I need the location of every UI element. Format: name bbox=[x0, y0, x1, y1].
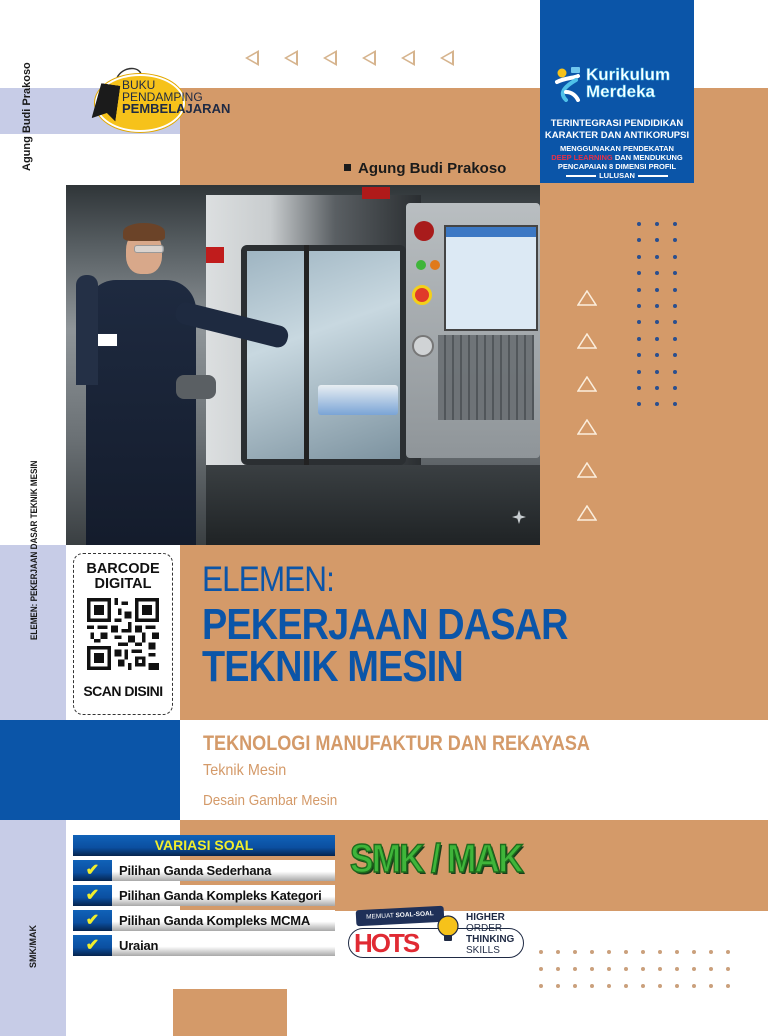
author-text: Agung Budi Prakoso bbox=[358, 160, 507, 177]
variasi-soal-list bbox=[73, 835, 335, 956]
list-item bbox=[73, 910, 335, 931]
kurikulum-logo-text bbox=[586, 66, 670, 100]
kurikulum-logo-line1: Kurikulum bbox=[586, 65, 671, 84]
machine-vise bbox=[318, 385, 398, 415]
qr-heading1: BARCODE bbox=[86, 561, 160, 577]
kurikulum-desc2: DAN MENDUKUNG bbox=[612, 153, 683, 162]
program-name: TEKNOLOGI MANUFAKTUR DAN REKAYASA bbox=[203, 732, 590, 755]
divider bbox=[638, 175, 668, 177]
list-item-label: Uraian bbox=[112, 935, 335, 956]
vf3-label bbox=[206, 247, 224, 263]
kurikulum-merdeka-box bbox=[540, 0, 694, 183]
scan-cta: SCAN DISINI bbox=[83, 683, 163, 699]
triangle-up-icon bbox=[577, 419, 597, 435]
concentration-name: Teknik Mesin bbox=[203, 762, 287, 779]
hots-line2: ORDER bbox=[466, 923, 503, 934]
badge-line1: BUKU bbox=[122, 78, 156, 92]
triangle-up-icon bbox=[577, 290, 597, 306]
author-name bbox=[344, 160, 506, 177]
triangle-left-icon bbox=[401, 50, 415, 66]
element-label: ELEMEN: bbox=[202, 560, 334, 599]
badge-line2: PENDAMPING bbox=[122, 90, 203, 104]
kurikulum-tagline1: TERINTEGRASI PENDIDIKAN bbox=[550, 118, 684, 129]
qr-heading2: DIGITAL bbox=[94, 576, 152, 592]
kurikulum-desc4: LULUSAN bbox=[599, 171, 635, 180]
triangle-left-icon bbox=[323, 50, 337, 66]
specialty-name: Desain Gambar Mesin bbox=[203, 792, 338, 809]
triangle-up-icon bbox=[577, 505, 597, 521]
qr-heading bbox=[74, 562, 172, 592]
triangle-left-icon bbox=[284, 50, 298, 66]
triangle-left-icon bbox=[245, 50, 259, 66]
lightbulb-icon bbox=[436, 914, 460, 944]
control-screen-header bbox=[446, 227, 536, 237]
worker-glove bbox=[176, 375, 216, 399]
tan-bottom-rect bbox=[173, 989, 287, 1036]
school-level-label: SMK / MAK bbox=[350, 837, 522, 881]
list-item-label: Pilihan Ganda Kompleks Kategori bbox=[112, 885, 335, 906]
cnc-patch bbox=[96, 333, 118, 347]
triangle-up-icon bbox=[577, 376, 597, 392]
hots-word: HOTS bbox=[354, 928, 419, 958]
triangle-up-icon bbox=[577, 462, 597, 478]
decor-triangle-row bbox=[245, 50, 454, 66]
checkmark-icon: ✔ bbox=[73, 860, 112, 881]
haas-logo-label bbox=[362, 187, 390, 199]
machine-window bbox=[241, 245, 406, 465]
kurikulum-desc1: MENGGUNAKAN PENDEKATAN bbox=[560, 144, 674, 153]
hots-line1: HIGHER bbox=[466, 912, 505, 923]
worker-safety-glasses bbox=[134, 245, 164, 253]
green-button bbox=[416, 260, 426, 270]
emergency-stop-button bbox=[412, 285, 432, 305]
orange-button bbox=[430, 260, 440, 270]
buku-pendamping-badge bbox=[90, 64, 240, 134]
badge-text bbox=[122, 79, 230, 115]
hots-label-bold: SOAL-SOAL bbox=[395, 910, 434, 920]
machine-door-divider bbox=[304, 245, 309, 465]
qr-code-icon[interactable] bbox=[87, 598, 159, 670]
kurikulum-desc4-line bbox=[540, 171, 694, 180]
hots-line3: THINKING bbox=[466, 934, 515, 945]
hots-label-prefix: MEMUAT bbox=[366, 912, 396, 921]
list-item bbox=[73, 935, 335, 956]
book-title-line2: TEKNIK MESIN bbox=[202, 642, 463, 691]
kurikulum-description bbox=[540, 144, 694, 180]
hots-line4: SKILLS bbox=[466, 945, 500, 956]
decor-dot-grid-tan bbox=[539, 950, 730, 988]
checkmark-icon: ✔ bbox=[73, 935, 112, 956]
decor-triangle-column bbox=[577, 290, 597, 521]
blue-block-left bbox=[0, 720, 180, 820]
kurikulum-desc2-line bbox=[540, 153, 694, 162]
spine-element: ELEMEN: PEKERJAAN DASAR TEKNIK MESIN bbox=[29, 460, 40, 640]
keypad bbox=[438, 335, 534, 420]
list-item-label: Pilihan Ganda Sederhana bbox=[112, 860, 335, 881]
spine-author: Agung Budi Prakoso bbox=[21, 62, 33, 171]
cover-photo-cnc-machine bbox=[66, 185, 540, 545]
machine-base bbox=[206, 465, 540, 545]
list-item bbox=[73, 885, 335, 906]
variasi-soal-heading: VARIASI SOAL bbox=[73, 835, 335, 856]
bullet-square-icon bbox=[344, 164, 351, 171]
worker-hair bbox=[123, 223, 165, 241]
haas-badge bbox=[414, 221, 434, 241]
triangle-left-icon bbox=[362, 50, 376, 66]
triangle-left-icon bbox=[440, 50, 454, 66]
kurikulum-tagline bbox=[540, 118, 694, 142]
book-title bbox=[202, 600, 568, 691]
book-title-line1: PEKERJAAN DASAR bbox=[202, 600, 568, 649]
badge-line3: PEMBELAJARAN bbox=[122, 101, 231, 116]
barcode-digital-box[interactable] bbox=[73, 553, 173, 715]
bg-worker bbox=[76, 275, 98, 385]
control-screen bbox=[444, 225, 538, 331]
kurikulum-desc3: PENCAPAIAN 8 DIMENSI PROFIL bbox=[557, 162, 677, 171]
kurikulum-figure-icon bbox=[554, 66, 582, 102]
hots-expansion bbox=[466, 912, 514, 956]
kurikulum-tagline2: KARAKTER DAN ANTIKORUPSI bbox=[544, 130, 690, 141]
deep-learning-highlight: DEEP LEARNING bbox=[551, 153, 613, 162]
list-item bbox=[73, 860, 335, 881]
decor-dot-grid-blue bbox=[637, 222, 677, 406]
spine-level: SMK/MAK bbox=[28, 925, 38, 968]
jog-wheel bbox=[412, 335, 434, 357]
checkmark-icon: ✔ bbox=[73, 885, 112, 906]
hots-label bbox=[356, 906, 445, 927]
list-item-label: Pilihan Ganda Kompleks MCMA bbox=[112, 910, 335, 931]
checkmark-icon: ✔ bbox=[73, 910, 112, 931]
kurikulum-logo-line2: Merdeka bbox=[586, 82, 655, 101]
hots-badge bbox=[348, 904, 538, 964]
kurikulum-merdeka-logo bbox=[554, 64, 682, 112]
triangle-up-icon bbox=[577, 333, 597, 349]
divider bbox=[566, 175, 596, 177]
